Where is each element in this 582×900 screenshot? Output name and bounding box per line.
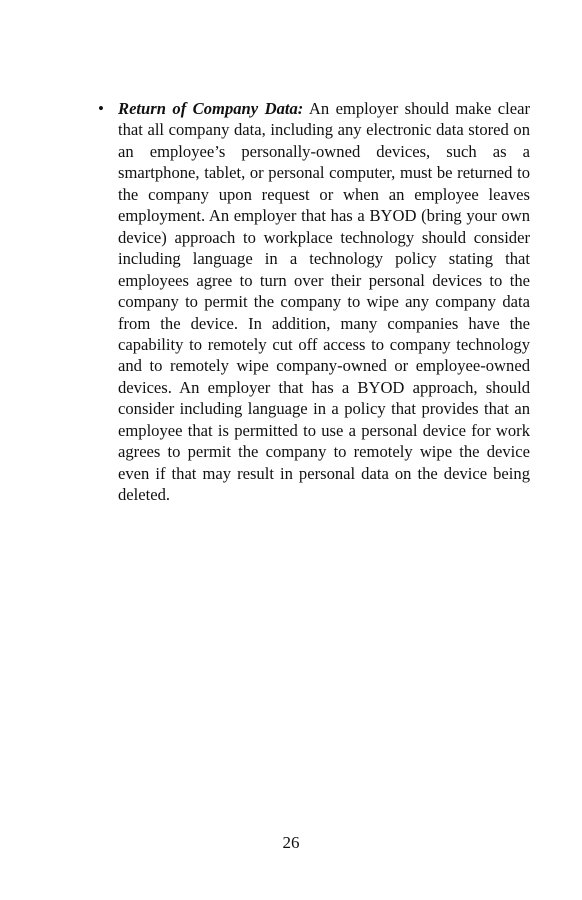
page-number: 26 [282,833,300,852]
bullet-body: An employer should make clear that all company data, including any electronic data stored on an employee’s personally-owned devices, such as a smartphone, tablet, or personal computer, must be returned to the company upon request or when an employee leaves employment. An employer that has a BYOD (bring your own device) approach to workplace technology should consider including language in a technology policy stating that employees agree to turn over their personal devices to the company to permit the company to wipe any company data from the device. In addition, many companies have the capability to remotely cut off access to company technology and to remotely wipe company-owned or employee-owned devices. An employer that has a BYOD approach, should consider including language in a policy that provides that an employee that is permitted to use a personal device for work agrees to permit the company to remotely wipe the device even if that may result in personal data on the device being deleted. [118,99,530,505]
bullet-icon: • [98,99,104,118]
bullet-item-return-of-company-data [98,98,530,506]
bullet-paragraph [118,98,530,506]
bullet-heading: Return of Company Data: [118,99,304,118]
